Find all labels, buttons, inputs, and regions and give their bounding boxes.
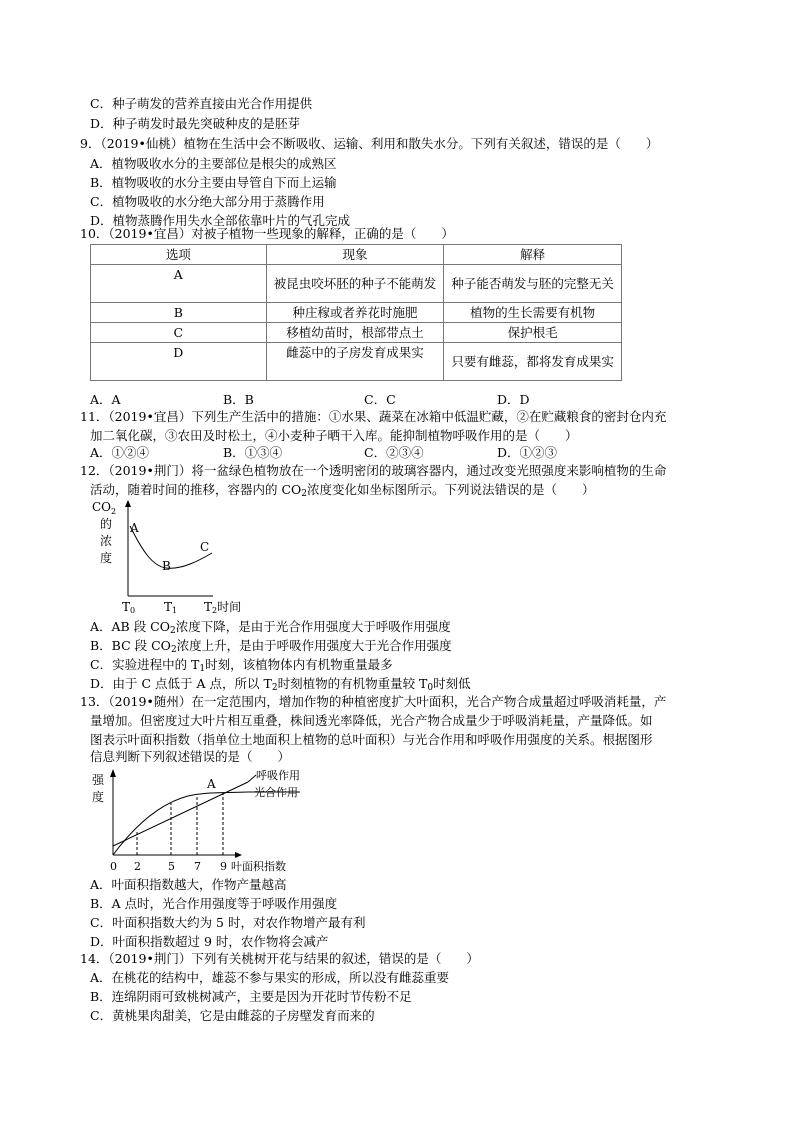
q13-intensity-graph [88,766,318,874]
table-cell-option: A [91,265,267,303]
graph-tick-t1: T1 [164,600,178,615]
table-row [91,343,622,381]
graph-tick-t2: T2时间 [204,600,242,615]
table-cell-phenomenon: 雌蕊中的子房发育成果实 [266,343,444,381]
table-header-cell: 解释 [444,245,622,265]
graph-y-axis-arrow [110,769,116,777]
q11-stem-line1: 11．（2019•宜昌）下列生产生活中的措施：①水果、蔬菜在冰箱中低温贮藏，②在贮藏粮食的密封仓内充 [80,409,667,424]
q14-option-a: A．在桃花的结构中，雄蕊不参与果实的形成，所以没有雌蕊重要 [90,970,450,985]
table-header-row [91,245,622,265]
q10-answer-a: A．A [90,392,121,407]
table-cell-explanation: 植物的生长需要有机物 [444,303,622,323]
graph-tick: 7 [194,860,201,873]
graph-tick: 5 [168,860,175,873]
graph-respiration-leader [248,775,256,782]
q10-table [90,244,622,381]
graph-tick-t0: T0 [122,600,136,615]
q13-stem-line1: 13．（2019•随州）在一定范围内，增加作物的种植密度扩大叶面积，光合产物合成量超过呼吸消耗量，产 [80,694,667,709]
table-row [91,303,622,323]
table-cell-option: C [91,323,267,343]
graph-x-axis-arrow [235,852,242,858]
graph-tick: 0 [110,860,117,873]
table-cell-option: B [91,303,267,323]
graph-ylabel: $CO_2$ [92,500,117,516]
q9-option-c: C．植物吸收的水分绝大部分用于蒸腾作用 [90,194,325,209]
q12-stem-line1: 12．（2019•荆门）将一盆绿色植物放在一个透明密闭的玻璃容器内，通过改变光照强度来影响植物的生命 [80,463,667,478]
table-cell-explanation: 保护根毛 [444,323,622,343]
q13-option-d: D．叶面积指数超过 9 时，农作物将会减产 [90,934,329,949]
table-header-cell: 现象 [266,245,444,265]
q9-option-a: A．植物吸收水分的主要部位是根尖的成熟区 [90,156,337,171]
graph-legend-photosynthesis: 光合作用 [254,786,298,799]
q14-option-b: B．连绵阴雨可致桃树减产，主要是因为开花时节传粉不足 [90,989,412,1004]
q8-option-d: D．种子萌发时最先突破种皮的是胚芽 [90,116,301,131]
q11-answer-a: A．①②④ [90,445,150,460]
table-row [91,265,622,303]
q12-option-b: B．BC 段 $CO_2$浓度上升，是由于呼吸作用强度大于光合作用强度 [90,638,452,655]
q10-answer-b: B．B [223,392,254,407]
q12-option-a: A．AB 段 $CO_2$浓度下降，是由于光合作用强度大于呼吸作用强度 [90,619,451,636]
q8-option-c: C．种子萌发的营养直接由光合作用提供 [90,96,313,111]
graph-legend-respiration: 呼吸作用 [256,769,300,782]
table-cell-explanation: 种子能否萌发与胚的完整无关 [444,265,622,303]
q14-stem: 14．（2019•荆门）下列有关桃树开花与结果的叙述，错误的是（ ） [80,951,479,966]
q9-option-d: D．植物蒸腾作用失水全部依靠叶片的气孔完成 [90,213,351,228]
q11-answer-c: C．②③④ [364,445,424,460]
graph-tick: 2 [134,860,141,873]
q11-answer-d: D．①②③ [497,445,558,460]
graph-photosynthesis-curve [113,792,248,855]
graph-point-b: B [162,559,171,573]
graph-ylabel: 浓 [100,534,113,548]
q10-answer-c: C．C [364,392,396,407]
q12-co2-graph [90,498,270,618]
graph-ylabel: 强 [92,773,105,787]
table-cell-phenomenon: 被昆虫咬坏胚的种子不能萌发 [266,265,444,303]
table-row [91,323,622,343]
q9-stem: 9．（2019•仙桃）植物在生活中会不断吸收、运输、利用和散失水分。下列有关叙述，错误的是（ ） [80,136,659,151]
q13-option-c: C．叶面积指数大约为 5 时，对农作物增产最有利 [90,915,366,930]
graph-point-a: A [130,521,139,535]
table-cell-phenomenon: 种庄稼或者养花时施肥 [266,303,444,323]
q13-stem-line4: 信息判断下列叙述错误的是（ ） [90,749,291,764]
graph-xlabel: 叶面积指数 [231,860,286,873]
q9-option-b: B．植物吸收的水分主要由导管自下而上运输 [90,175,337,190]
graph-ylabel: 度 [92,790,105,804]
graph-y-axis-arrow [125,500,131,507]
table-header-cell: 选项 [91,245,267,265]
q11-answer-b: B．①③④ [223,445,283,460]
table-cell-explanation: 只要有雌蕊，都将发育成果实 [444,343,622,381]
q11-stem-line2: 加二氧化碳，③农田及时松土，④小麦种子晒干入库。能抑制植物呼吸作用的是（ ） [90,428,578,443]
graph-ylabel: 的 [100,517,113,531]
graph-point-a: A [207,777,216,791]
q10-stem: 10．（2019•宜昌）对被子植物一些现象的解释，正确的是（ ） [80,226,454,241]
graph-tick: 9 [220,860,227,873]
q10-answer-d: D．D [497,392,530,407]
q12-stem-line2: 活动，随着时间的推移，容器内的 $CO_2$浓度变化如坐标图所示。下列说法错误的是（ ） [90,482,595,499]
q12-option-d: D．由于 C 点低于 A 点，所以 $T_2$时刻植物的有机物重量较 $T_0$时刻低 [90,676,471,693]
graph-ylabel: 度 [100,551,113,565]
q13-stem-line2: 量增加。但密度过大叶片相互重叠，株间透光率降低，光合产物合成量少于呼吸消耗量，产量降低。如 [90,713,653,728]
table-cell-phenomenon: 移植幼苗时，根部带点土 [266,323,444,343]
table-cell-option: D [91,343,267,381]
graph-respiration-line [113,782,248,846]
q13-option-b: B．A 点时，光合作用强度等于呼吸作用强度 [90,896,338,911]
q13-stem-line3: 图表示叶面积指数（指单位土地面积上植物的总叶面积）与光合作用和呼吸作用强度的关系。根据图形 [90,732,653,747]
q12-option-c: C．实验进程中的 $T_1$时刻，该植物体内有机物重量最多 [90,657,393,674]
q13-option-a: A．叶面积指数越大，作物产量越高 [90,877,287,892]
graph-point-c: C [200,540,210,554]
q14-option-c: C．黄桃果肉甜美，它是由雌蕊的子房壁发育而来的 [90,1008,375,1023]
